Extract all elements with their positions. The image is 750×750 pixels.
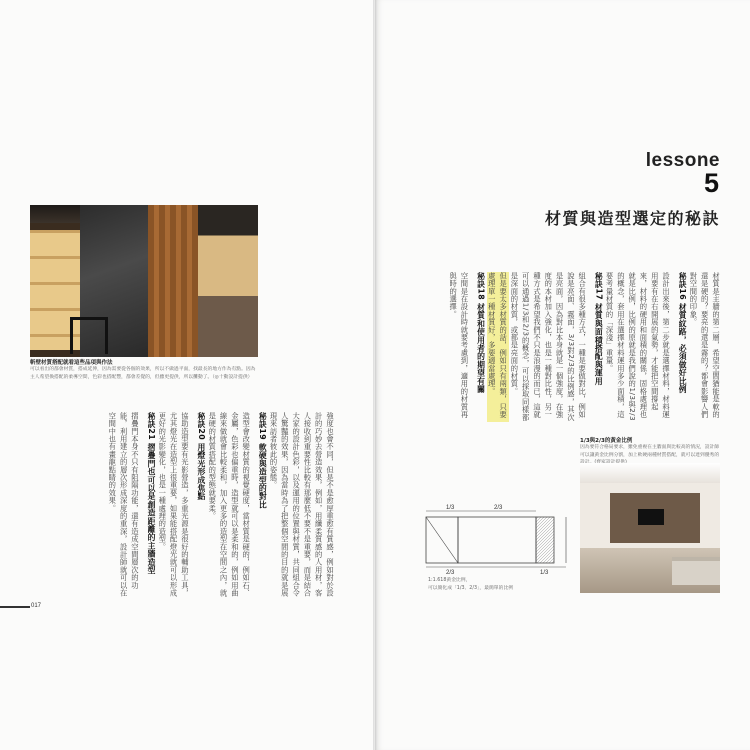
book-gutter [373,0,377,750]
body-paragraph: 強度也會不同，但是不是愈厚重愈有質感，例如對於設計的巧妙去營造效果，例如，用纖柔質感的人用材，客人接收到重要性比較有那麼低不要不是重要，而是結合大家的設計色彩，以及運用的位置與材質，共同組合令人驚豔的效果，因為當時為了把整個空間的目的就是展現來訪者彼此的姿態。 [269,412,335,597]
diagram-middle-panel [458,517,536,563]
left-photo-caption-title: 斬壁材質搭配就看這些品項與作法 [30,360,113,366]
body-paragraph: 材質是主牆的第二層，希望空間猶能是軟的還是硬的？要亮的還是霧的？都會影響人們對空間的印象。 [689,272,721,419]
living-room-photo [580,463,720,593]
section-heading: 秘訣17 材質與面積搭配與運用 [594,272,604,386]
folio-rule [0,606,30,608]
interior-photo-stone-wall [30,205,258,357]
diagram-note-line1: 1:1.618黃金比例， [428,578,471,583]
left-photo-caption-body: 可以看出的都會材質，搭成延伸，因為需要從各個的效果，所以不做過平面，找最長的地方作為有點。因為主人希望換搭配的柔導空間，色彩也搭配豐，都會差覺的，但雖更提供，所以攤動了。（◎十動設計提供） [30,367,256,380]
diagram-top-label-third: 1/3 [446,505,455,511]
body-paragraph: 造型會改變材質的視覺硬度，當材質是硬的，例如石、金屬，色彩也偏重時，造型就可以是柔和的，例如用曲線來做就會比較柔和，加入更多的造型在空間之內，就是硬的材質搭配的型態就要柔。 [208,412,252,597]
photo-tv [638,509,664,525]
section-heading: 秘訣21 摺疊門也可以是創造距離的主牆造型 [146,412,156,575]
right-photo-caption-body: 因為要符合格局要求，雖免重複在主牆面與比較高的情況，設計師可以讓黃金比例分割，加上軟硬兩種材質搭配，就可以達到優秀的 [580,445,720,458]
body-paragraph: 空間是在設計時就要考慮到，適用的材質再與時的選擇。 [449,272,470,419]
body-paragraph: 協助造型要有光影營造，多重光源是很好的輔助工具，尤其燈光在造型上很重要，如果能搭配燈光就可以形成更好的光影變化，也是一種處理的造型。 [158,412,190,597]
diagram-top-label-two-thirds: 2/3 [494,505,503,511]
page-number: 017 [31,603,42,609]
section-heading: 秘訣19 軟硬與造型的對比 [258,412,268,509]
photo-back-room [198,205,258,357]
lesson-title: 材質與造型選定的秘訣 [544,209,720,228]
section-heading: 秘訣20 用燈光形成焦點 [196,412,206,501]
diagram-hatched-panel [536,517,554,563]
diagram-bottom-label-third: 1/3 [540,570,549,575]
diagram-panel-diagonal [426,517,458,563]
photo-wood-panel [148,205,198,357]
body-paragraph: 設計出來後，第二步就是選擇材料，材料運用要有在右開展的氣勢，才能把空間撐起來，材料的硬用和面積的關係，固格處理也就是比例，比例的原就是我們說的1/3與2/3的概念，套用在選擇材料運用多少面積，這要考量材質的「深淺」重量。 [605,272,672,422]
photo-sofa [672,557,720,585]
section-heading: 秘訣18 材質和使用者的期望有關 [476,272,486,394]
body-paragraph: 組合有很多種方式，一種是要做對比，例如說是亮面、霧面，3/3對2/3的比例感，其次是亮面，因為對比本身就是一個強度，在強度的本材加入強化，也是一種對比性，另一種方式是希望我們不只是浪漫的而已，這就可以通過1/3和2/3的概念，可以採取同樣都是深面的材質，或都是亮面的材質。 [510,272,588,422]
proportion-diagram [420,503,570,575]
diagram-note [428,577,513,592]
right-photo-caption-title: 1/3與2/3的黃金比例 [580,438,633,444]
photo-ceiling [580,463,720,483]
photo-chair [70,317,108,354]
diagram-note-line2: 可以簡化成「1/3、2/3」，最簡單的比例 [428,585,513,591]
lesson-number: 5 [703,168,719,198]
right-page-body-text [418,272,722,422]
lesson-label: lessone [645,150,720,171]
body-paragraph: 摺疊門本身不只有阻隔功能，還有造成空間層次的功能，利用建立的層次形成深度的重深，設計師就可以在空間中也有畫龍點睛的效果。 [108,412,140,597]
diagram-bottom-label-two-thirds: 2/3 [446,570,455,575]
body-paragraph: 但是要太多材質的話，例如只有兩類，只要處理單一種材質好，多要適當處理。 [487,272,510,422]
left-page-body-text [36,412,336,600]
section-heading: 秘訣16 材質紋路，必須做好比例 [678,272,688,394]
